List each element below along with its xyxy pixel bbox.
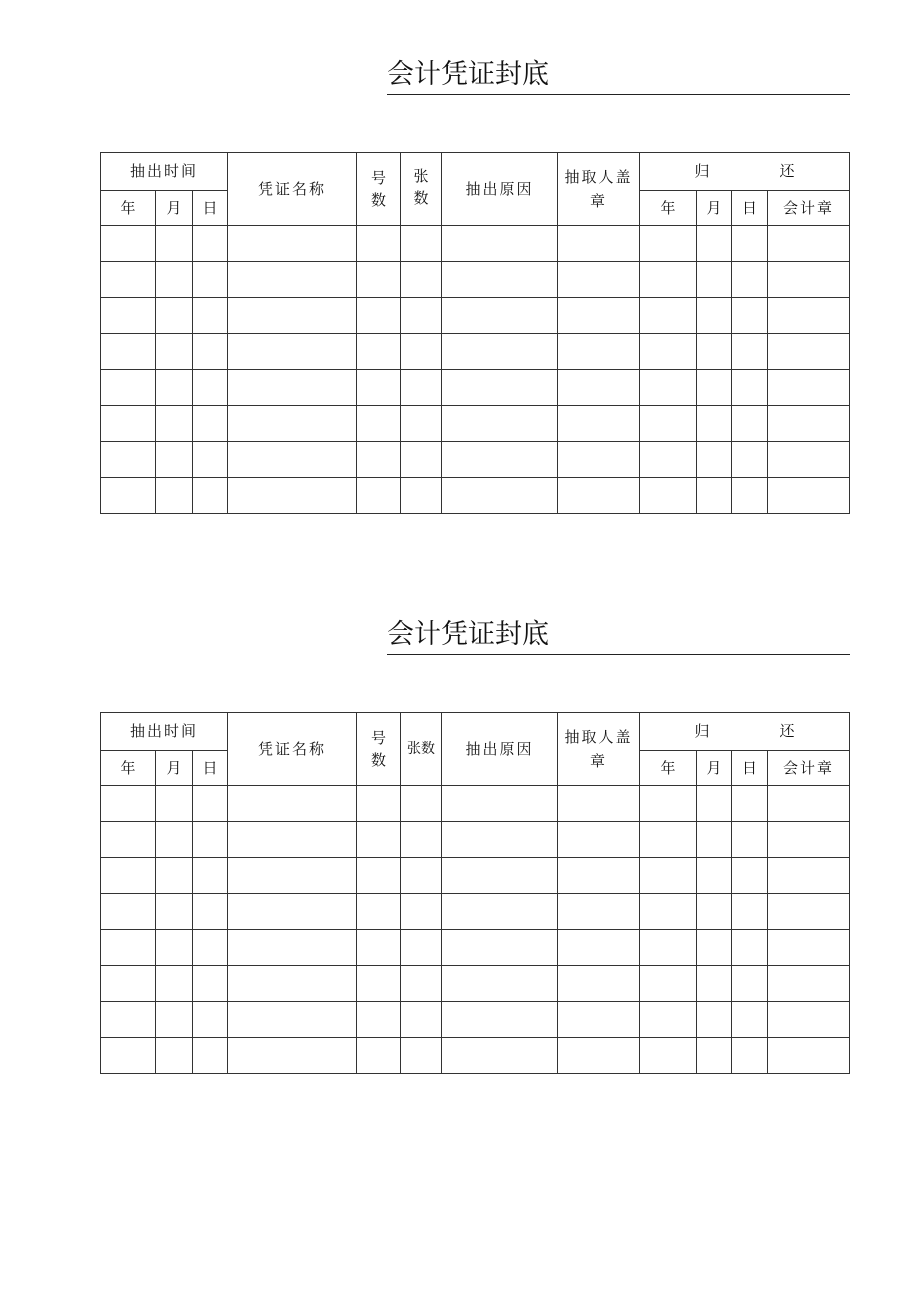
table-cell	[697, 262, 732, 298]
table-cell	[228, 894, 357, 930]
table-cell	[697, 406, 732, 442]
table-cell	[401, 1002, 442, 1038]
table-cell	[401, 822, 442, 858]
table-cell	[697, 334, 732, 370]
table-cell	[101, 1002, 156, 1038]
table-cell	[768, 894, 850, 930]
table-cell	[401, 442, 442, 478]
table-cell	[156, 226, 193, 262]
table-cell	[357, 442, 401, 478]
table-row	[101, 478, 850, 514]
table-cell	[156, 930, 193, 966]
table-row	[101, 966, 850, 1002]
table-cell	[193, 1038, 228, 1074]
table-cell	[732, 822, 768, 858]
header-return-day: 日	[732, 751, 768, 786]
table-cell	[697, 858, 732, 894]
table-cell	[228, 298, 357, 334]
table-cell	[640, 226, 697, 262]
table-cell	[156, 894, 193, 930]
table-cell	[442, 370, 558, 406]
table-cell	[442, 786, 558, 822]
table-cell	[558, 226, 640, 262]
table-cell	[768, 226, 850, 262]
table-cell	[768, 930, 850, 966]
table-cell	[101, 226, 156, 262]
table-cell	[228, 226, 357, 262]
header-return-year: 年	[640, 191, 697, 226]
table-cell	[401, 478, 442, 514]
table-cell	[558, 1038, 640, 1074]
table-cell	[101, 1038, 156, 1074]
table-cell	[768, 858, 850, 894]
table-cell	[101, 822, 156, 858]
table-cell	[558, 478, 640, 514]
table-cell	[640, 858, 697, 894]
table-cell	[101, 894, 156, 930]
table-cell	[640, 262, 697, 298]
header-year: 年	[101, 191, 156, 226]
table-cell	[156, 298, 193, 334]
table-cell	[558, 894, 640, 930]
table-row	[101, 298, 850, 334]
table-cell	[357, 822, 401, 858]
table-cell	[442, 966, 558, 1002]
table-cell	[442, 930, 558, 966]
table-cell	[640, 894, 697, 930]
table-row	[101, 262, 850, 298]
table-cell	[228, 966, 357, 1002]
table-cell	[193, 334, 228, 370]
table-cell	[442, 442, 558, 478]
header-return-char-1: 归	[694, 162, 710, 180]
table-cell	[101, 298, 156, 334]
table-cell	[193, 786, 228, 822]
table-cell	[732, 1002, 768, 1038]
table-cell	[558, 370, 640, 406]
header-extract-time: 抽出时间	[101, 153, 228, 191]
table-cell	[768, 298, 850, 334]
table-row	[101, 894, 850, 930]
table-cell	[732, 966, 768, 1002]
extraction-record-table	[100, 712, 850, 1074]
table-cell	[357, 406, 401, 442]
table-cell	[640, 966, 697, 1002]
table-row	[101, 930, 850, 966]
table-cell	[228, 1002, 357, 1038]
table-cell	[697, 786, 732, 822]
header-return-year: 年	[640, 751, 697, 786]
header-seal	[558, 713, 640, 786]
table-cell	[732, 334, 768, 370]
table-body	[101, 786, 850, 1074]
header-reason: 抽出原因	[442, 713, 558, 786]
table-row	[101, 406, 850, 442]
table-cell	[640, 298, 697, 334]
table-cell	[640, 334, 697, 370]
table-cell	[697, 1002, 732, 1038]
table-cell	[768, 406, 850, 442]
table-cell	[640, 478, 697, 514]
table-cell	[442, 822, 558, 858]
header-number	[357, 153, 401, 226]
header-sheets-text: 张数	[413, 167, 429, 207]
table-cell	[228, 262, 357, 298]
table-cell	[401, 930, 442, 966]
table-cell	[357, 478, 401, 514]
table-cell	[357, 334, 401, 370]
table-cell	[697, 1038, 732, 1074]
header-return	[640, 713, 850, 751]
table-cell	[697, 370, 732, 406]
table-row	[101, 334, 850, 370]
table-cell	[558, 930, 640, 966]
table-cell	[193, 1002, 228, 1038]
table-cell	[357, 894, 401, 930]
table-cell	[357, 966, 401, 1002]
table-cell	[768, 822, 850, 858]
table-row	[101, 442, 850, 478]
table-cell	[193, 894, 228, 930]
header-seal	[558, 153, 640, 226]
table-body	[101, 226, 850, 514]
table-cell	[442, 1002, 558, 1038]
table-cell	[768, 1002, 850, 1038]
table-cell	[697, 478, 732, 514]
table-cell	[357, 262, 401, 298]
table-cell	[101, 334, 156, 370]
table-cell	[101, 406, 156, 442]
table-row	[101, 370, 850, 406]
header-year: 年	[101, 751, 156, 786]
table-cell	[193, 226, 228, 262]
table-cell	[442, 406, 558, 442]
table-cell	[640, 442, 697, 478]
header-month: 月	[156, 751, 193, 786]
table-cell	[558, 966, 640, 1002]
table-cell	[732, 298, 768, 334]
table-cell	[558, 442, 640, 478]
table-row	[101, 786, 850, 822]
table-cell	[558, 822, 640, 858]
table-cell	[101, 262, 156, 298]
header-voucher-name: 凭证名称	[228, 713, 357, 786]
table-cell	[401, 966, 442, 1002]
table-cell	[558, 858, 640, 894]
header-month: 月	[156, 191, 193, 226]
table-cell	[101, 442, 156, 478]
table-cell	[156, 478, 193, 514]
table-cell	[558, 334, 640, 370]
table-cell	[193, 370, 228, 406]
header-return-day: 日	[732, 191, 768, 226]
header-return-char-2: 还	[779, 162, 795, 180]
table-cell	[156, 406, 193, 442]
table-cell	[442, 262, 558, 298]
table-cell	[697, 442, 732, 478]
table-cell	[193, 262, 228, 298]
table-cell	[732, 786, 768, 822]
header-seal-text: 抽取人盖章	[564, 168, 633, 210]
table-cell	[768, 442, 850, 478]
header-number-text: 号数	[371, 169, 387, 209]
table-cell	[401, 894, 442, 930]
table-cell	[357, 1038, 401, 1074]
header-day: 日	[193, 751, 228, 786]
table-cell	[640, 1002, 697, 1038]
extraction-record-table	[100, 152, 850, 514]
table-cell	[228, 822, 357, 858]
table-cell	[732, 894, 768, 930]
table-cell	[193, 930, 228, 966]
table-cell	[193, 478, 228, 514]
table-cell	[101, 786, 156, 822]
header-return-char-1: 归	[694, 722, 710, 740]
table-cell	[156, 966, 193, 1002]
table-row	[101, 858, 850, 894]
table-cell	[228, 786, 357, 822]
table-cell	[697, 966, 732, 1002]
table-cell	[156, 334, 193, 370]
table-cell	[732, 226, 768, 262]
table-cell	[357, 1002, 401, 1038]
table-cell	[357, 226, 401, 262]
table-cell	[156, 442, 193, 478]
table-cell	[558, 298, 640, 334]
table-cell	[228, 1038, 357, 1074]
table-cell	[442, 894, 558, 930]
table-cell	[357, 370, 401, 406]
table-cell	[732, 442, 768, 478]
table-cell	[640, 406, 697, 442]
table-cell	[228, 858, 357, 894]
table-cell	[558, 406, 640, 442]
table-row	[101, 226, 850, 262]
table-cell	[156, 1038, 193, 1074]
table-cell	[768, 478, 850, 514]
table-cell	[640, 1038, 697, 1074]
table-cell	[768, 786, 850, 822]
header-return-month: 月	[697, 191, 732, 226]
header-extract-time: 抽出时间	[101, 713, 228, 751]
page-title: 会计凭证封底	[387, 58, 850, 95]
table-cell	[640, 370, 697, 406]
table-row	[101, 822, 850, 858]
header-number-text: 号数	[371, 729, 387, 769]
table-cell	[732, 478, 768, 514]
table-cell	[401, 298, 442, 334]
header-sheets: 张数	[401, 713, 442, 786]
table-cell	[558, 786, 640, 822]
table-cell	[732, 1038, 768, 1074]
table-cell	[193, 406, 228, 442]
table-cell	[401, 406, 442, 442]
table-cell	[442, 1038, 558, 1074]
header-return-char-2: 还	[779, 722, 795, 740]
table-cell	[101, 966, 156, 1002]
table-cell	[193, 822, 228, 858]
table-cell	[640, 786, 697, 822]
page-title: 会计凭证封底	[387, 618, 850, 655]
table-cell	[768, 966, 850, 1002]
header-seal-text: 抽取人盖章	[564, 728, 633, 770]
table-cell	[228, 478, 357, 514]
table-cell	[357, 858, 401, 894]
table-cell	[193, 858, 228, 894]
table-cell	[156, 1002, 193, 1038]
table-cell	[401, 1038, 442, 1074]
table-cell	[156, 786, 193, 822]
table-cell	[697, 894, 732, 930]
table-cell	[156, 262, 193, 298]
table-cell	[732, 370, 768, 406]
table-cell	[732, 930, 768, 966]
table-cell	[156, 822, 193, 858]
table-cell	[768, 1038, 850, 1074]
table-cell	[228, 370, 357, 406]
header-accountant-seal: 会计章	[768, 751, 850, 786]
table-cell	[401, 262, 442, 298]
table-cell	[442, 298, 558, 334]
header-sheets	[401, 153, 442, 226]
table-cell	[193, 442, 228, 478]
table-cell	[193, 298, 228, 334]
table-cell	[697, 930, 732, 966]
table-cell	[401, 786, 442, 822]
header-voucher-name: 凭证名称	[228, 153, 357, 226]
table-cell	[442, 478, 558, 514]
header-number	[357, 713, 401, 786]
table-cell	[401, 226, 442, 262]
table-cell	[228, 334, 357, 370]
table-cell	[156, 858, 193, 894]
table-cell	[101, 478, 156, 514]
table-cell	[401, 334, 442, 370]
table-cell	[697, 226, 732, 262]
header-return-month: 月	[697, 751, 732, 786]
table-cell	[732, 858, 768, 894]
table-cell	[228, 442, 357, 478]
table-cell	[193, 966, 228, 1002]
header-accountant-seal: 会计章	[768, 191, 850, 226]
table-cell	[558, 1002, 640, 1038]
table-cell	[640, 822, 697, 858]
table-cell	[442, 334, 558, 370]
table-cell	[357, 786, 401, 822]
table-cell	[558, 262, 640, 298]
table-row	[101, 1002, 850, 1038]
table-cell	[101, 858, 156, 894]
table-cell	[228, 930, 357, 966]
table-cell	[228, 406, 357, 442]
table-cell	[732, 406, 768, 442]
table-cell	[697, 822, 732, 858]
table-cell	[101, 930, 156, 966]
table-cell	[442, 226, 558, 262]
table-cell	[768, 334, 850, 370]
header-day: 日	[193, 191, 228, 226]
table-cell	[768, 262, 850, 298]
table-cell	[401, 370, 442, 406]
table-cell	[697, 298, 732, 334]
table-cell	[640, 930, 697, 966]
table-cell	[401, 858, 442, 894]
table-cell	[768, 370, 850, 406]
header-reason: 抽出原因	[442, 153, 558, 226]
table-row	[101, 1038, 850, 1074]
table-cell	[156, 370, 193, 406]
table-cell	[357, 930, 401, 966]
header-return	[640, 153, 850, 191]
table-cell	[732, 262, 768, 298]
table-cell	[442, 858, 558, 894]
table-cell	[101, 370, 156, 406]
table-cell	[357, 298, 401, 334]
